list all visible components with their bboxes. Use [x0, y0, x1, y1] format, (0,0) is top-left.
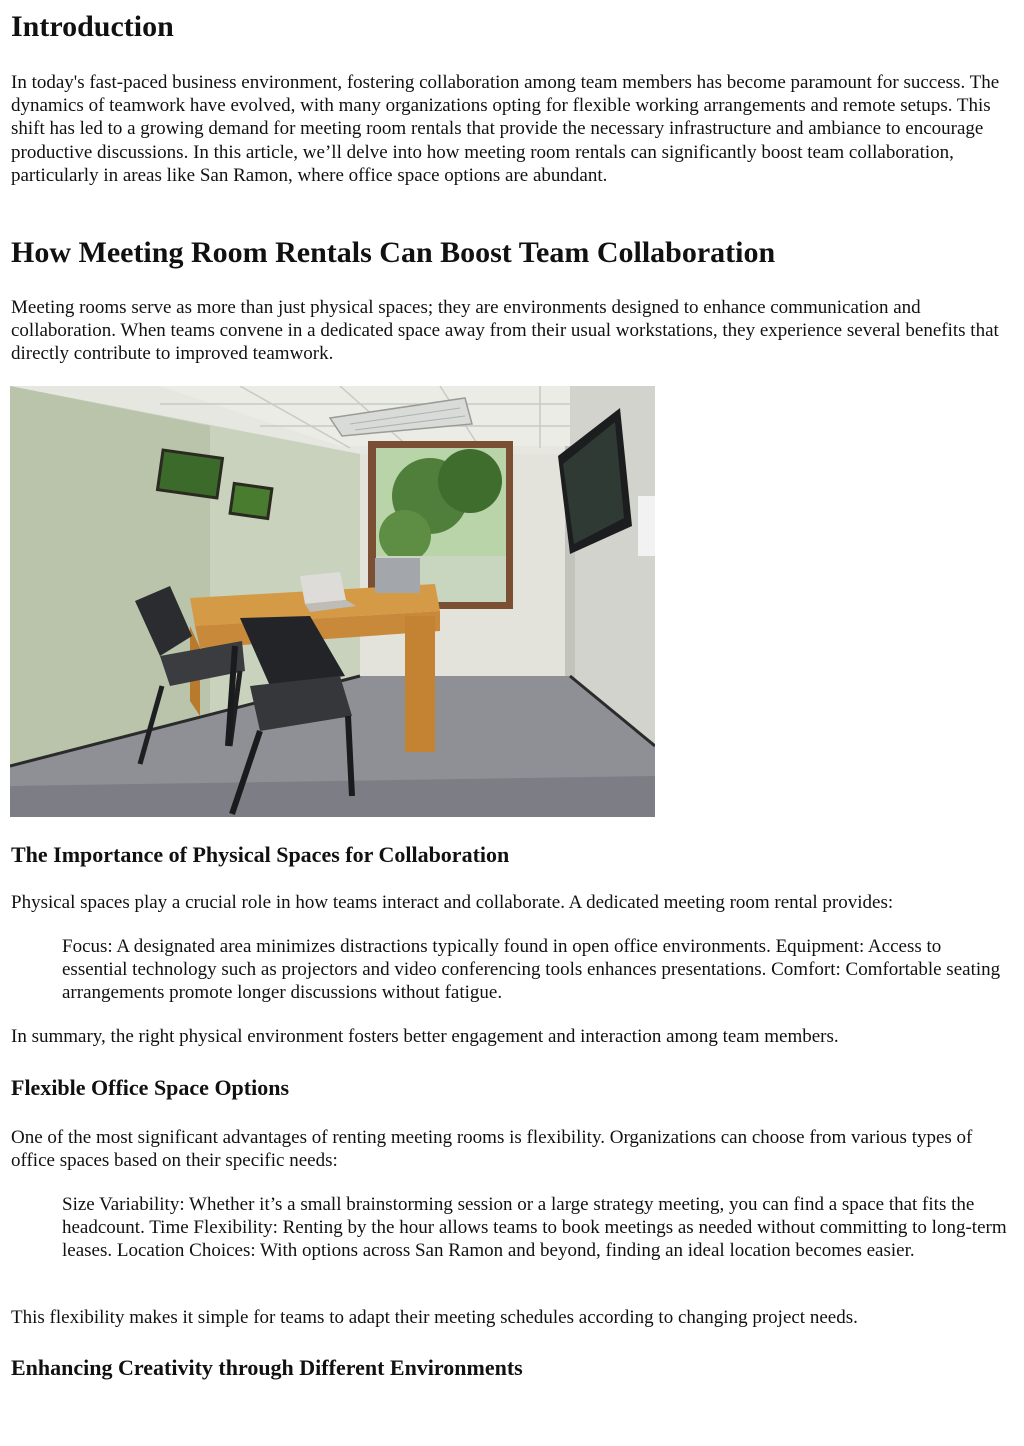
flexible-options-summary: This flexibility makes it simple for teams to adapt their meeting schedules according to changing project needs. — [11, 1307, 858, 1328]
flexible-options-heading: Flexible Office Space Options — [11, 1075, 290, 1100]
physical-spaces-summary: In summary, the right physical environment fosters better engagement and interaction among team members. — [11, 1026, 839, 1047]
introduction-paragraph: In today's fast-paced business environment, fostering collaboration among team members has become paramount for success. The dynamics of teamwork have evolved, with many organizations opting for flexible working arrangements and remote setups. This shift has led to a growing demand for meeting room rentals that provide the necessary infrastructure and ambiance to encourage productive discussions. In this article, we’ll delve into how meeting room rentals can significantly boost team collaboration, particularly in areas like San Ramon, where office space options are abundant. — [11, 72, 1000, 186]
main-section-heading: How Meeting Room Rentals Can Boost Team Collaboration — [11, 236, 776, 269]
introduction-heading: Introduction — [11, 10, 174, 43]
creativity-heading: Enhancing Creativity through Different Environments — [11, 1355, 523, 1380]
meeting-room-photo — [10, 386, 655, 817]
physical-spaces-intro: Physical spaces play a crucial role in how teams interact and collaborate. A dedicated meeting room rental provides: — [11, 892, 894, 913]
flexible-options-intro: One of the most significant advantages of renting meeting rooms is flexibility. Organizations can choose from various types of office spaces based on their specific needs: — [11, 1127, 973, 1172]
physical-spaces-list: Focus: A designated area minimizes distractions typically found in open office environments. Equipment: Access to essential technology such as projectors and video conferencing tools enhances presentations. Comfort: Comfortable seating arrangements promote longer discussions without fatigue. — [62, 936, 1001, 1004]
physical-spaces-heading: The Importance of Physical Spaces for Collaboration — [11, 842, 510, 867]
main-section-paragraph: Meeting rooms serve as more than just physical spaces; they are environments designed to enhance communication and collaboration. When teams convene in a dedicated space away from their usual workstations, they experience several benefits that directly contribute to improved teamwork. — [11, 297, 999, 365]
flexible-options-list: Size Variability: Whether it’s a small brainstorming session or a large strategy meeting, you can find a space that fits the headcount. Time Flexibility: Renting by the hour allows teams to book meetings as needed without committing to long-term leases. Location Choices: With options across San Ramon and beyond, finding an ideal location becomes easier. — [62, 1194, 1007, 1262]
